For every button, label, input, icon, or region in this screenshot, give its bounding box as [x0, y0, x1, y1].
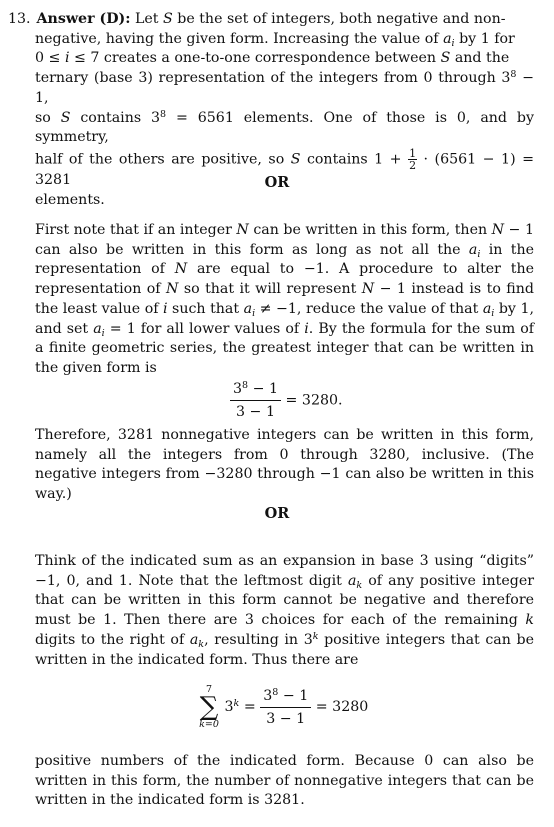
solution-2-paragraph-1: First note that if an integer N can be written in this form, then N − 1 can also be written in this form as long as not all the $a_i$ in the representation of N are equal to −1. A procedure to alter the representation of N so that it will represent N − 1 instead is to find the least value of i such that $a_i \ne -1$, reduce the value of that $a_i$ by 1, and set $a_i = 1$ for all lower values of i. By the formula for the sum of a finite geometric series, the greatest integer that can be written in the given form is	[35, 222, 535, 376]
text: ternary (base 3) representation of the integers from 0 through 3	[35, 70, 511, 87]
exponent: 8	[160, 108, 167, 120]
equation-rhs: = 3280.	[285, 392, 343, 409]
equation-sum: 7 ∑ k=0 3$^k$ = $\frac{3^8 - 1}{3 - 1}$ = 3280	[199, 684, 369, 730]
math-S: S	[60, 109, 71, 126]
answer-label: Answer (D):	[36, 11, 131, 27]
text: elements.	[35, 191, 105, 208]
text: so	[35, 109, 61, 126]
text: contains 1 +	[300, 151, 409, 168]
text: Let	[130, 11, 163, 27]
text: ≤ 7 creates a one-to-one correspondence between	[69, 50, 441, 67]
math-S: S	[163, 11, 173, 27]
solution-2-paragraph-2: Therefore, 3281 nonnegative integers can be written in this form, namely all the integers from 0 through 3280, inclusive. (The negative integers from −3280 through −1 can also be written in this way.)	[35, 427, 534, 503]
text: = 6561 elements. One of those is 0, and by symmetry,	[35, 109, 534, 146]
math-i: i	[64, 50, 70, 67]
text: by 1 for	[454, 30, 515, 47]
or-separator: OR	[264, 505, 290, 522]
math-a-i: $a_i$	[443, 30, 455, 49]
text: 0 ≤	[35, 50, 65, 67]
text: and the	[450, 50, 510, 67]
text: half of the others are positive, so	[35, 151, 291, 168]
text: be the set of integers, both negative and non-	[172, 11, 506, 27]
text: contains 3	[70, 109, 161, 126]
equation-rhs: = 3280	[315, 699, 369, 715]
half-fraction: $\frac{1}{2}$	[409, 146, 417, 172]
solution-3-paragraph-2: positive numbers of the indicated form. Because 0 can also be written in this form, the number of nonnegative integers that can be written in the indicated form is 3281.	[35, 753, 534, 809]
equation-geometric-sum	[230, 380, 343, 421]
math-S: S	[440, 50, 451, 67]
text: · (6561 − 1) = 3281	[35, 151, 534, 188]
exponent: 8	[510, 69, 517, 81]
solution-3-paragraph-1: Think of the indicated sum as an expansion in base 3 using “digits” −1, 0, and 1. Note that the leftmost digit $a_k$ of any positive integer that can be written in this form cannot be negative and therefore must be 1. Then there are 3 choices for each of the remaining k digits to the right of $a_k$, resulting in 3$^k$ positive integers that can be written in the indicated form. Thus there are	[35, 553, 534, 668]
equation-fraction: $\frac{3^8 - 1}{3 - 1}$	[230, 380, 281, 421]
text: negative, having the given form. Increasing the value of	[35, 30, 444, 47]
or-separator: OR	[264, 174, 290, 191]
problem-number: 13.	[8, 11, 31, 27]
summation-sign: 7 ∑ k=0	[199, 684, 219, 730]
equation-fraction: $\frac{3^8 - 1}{3 - 1}$	[260, 687, 311, 728]
text: − 1,	[35, 70, 534, 106]
math-S: S	[290, 151, 301, 168]
